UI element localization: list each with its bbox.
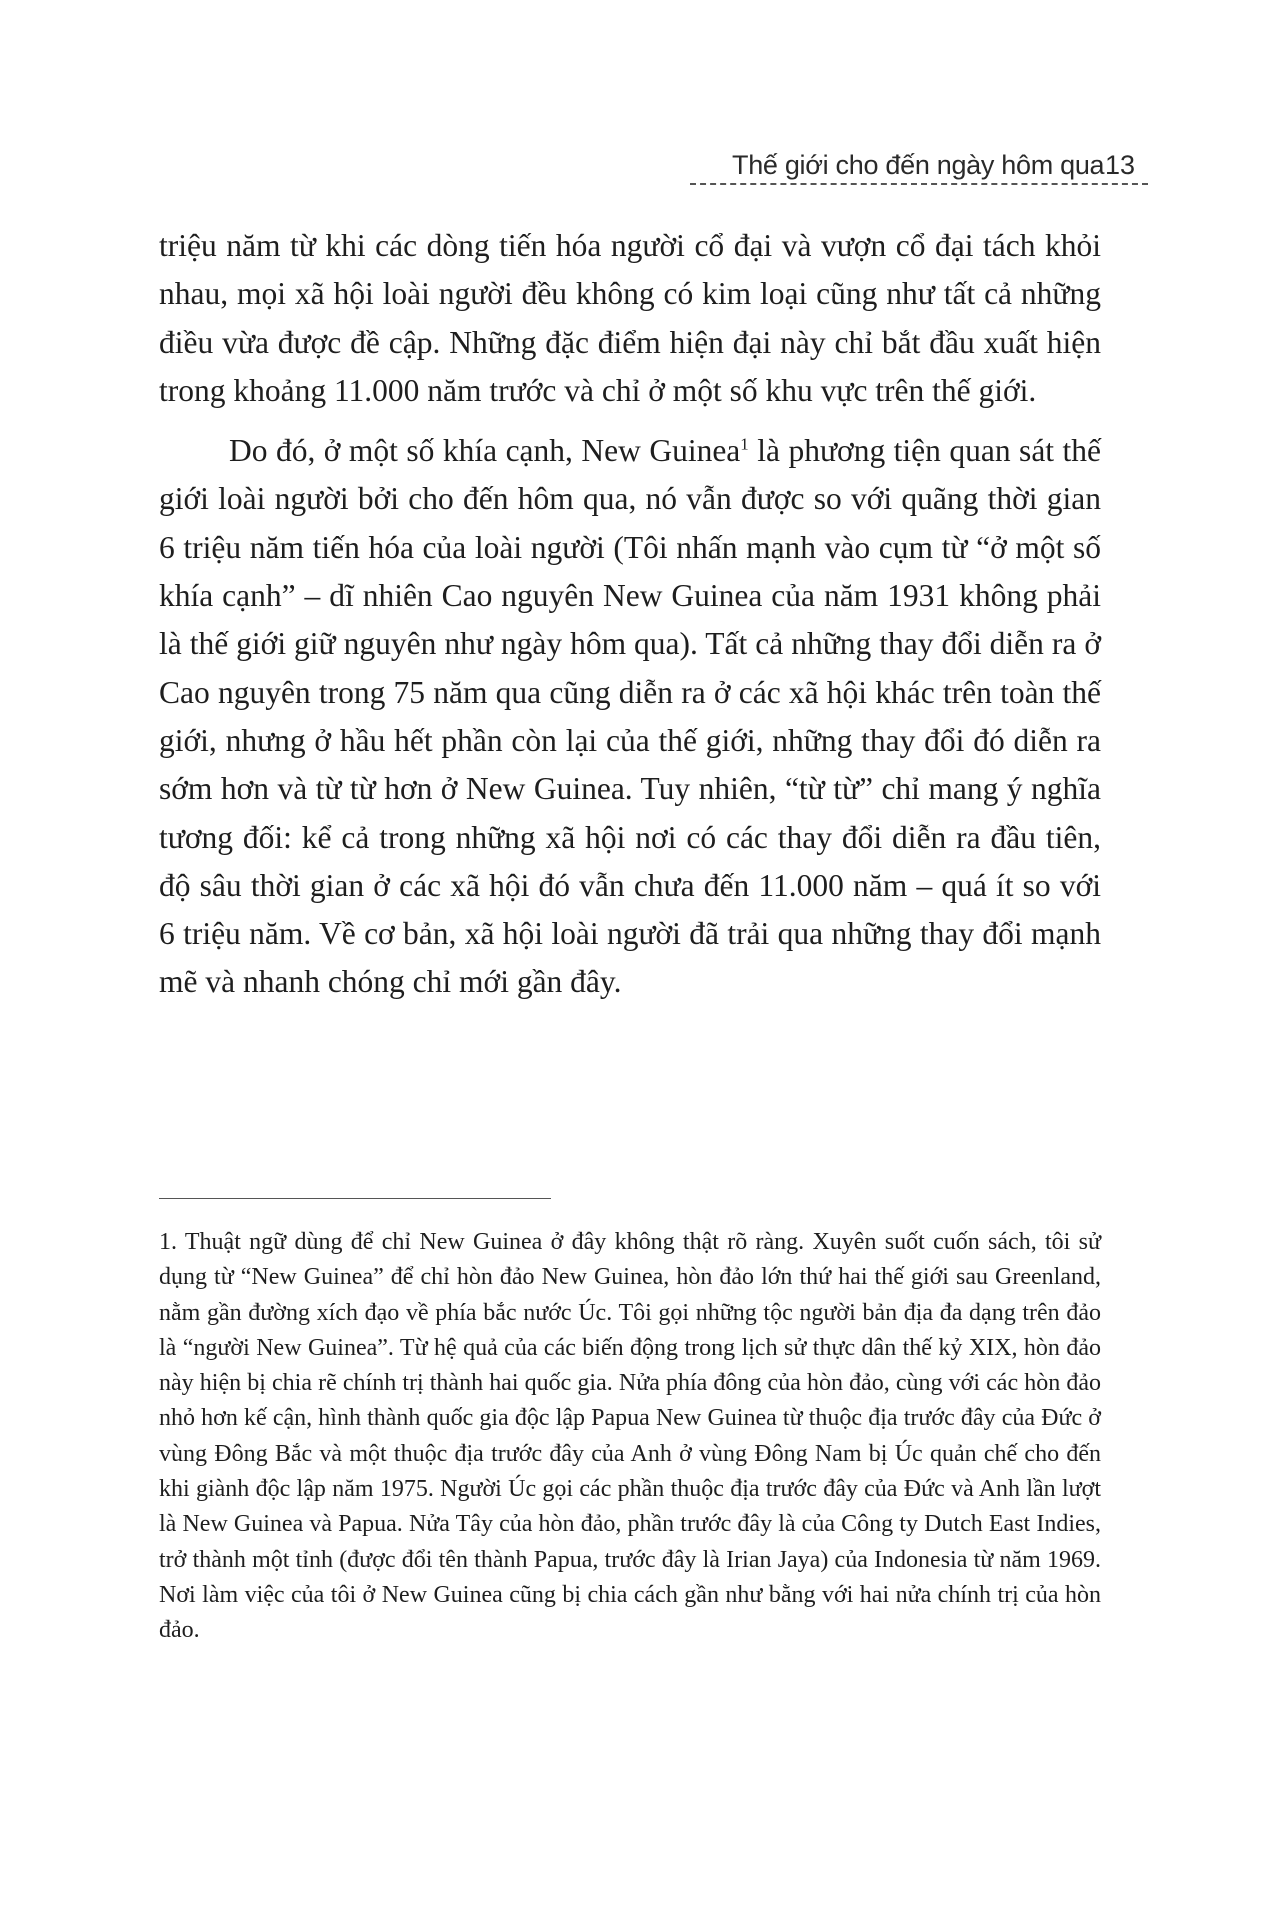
header-dashed-rule bbox=[690, 183, 1148, 185]
running-header bbox=[690, 150, 1148, 186]
footnote-separator bbox=[159, 1198, 551, 1199]
paragraph-continued: triệu năm từ khi các dòng tiến hóa người cổ đại và vượn cổ đại tách khỏi nhau, mọi xã hội loài người đều không có kim loại cũng như tất cả những điều vừa được đề cập. Những đặc điểm hiện đại này chỉ bắt đầu xuất hiện trong khoảng 11.000 năm trước và chỉ ở một số khu vực trên thế giới. bbox=[159, 228, 1101, 408]
page-number: 13 bbox=[1105, 150, 1136, 180]
main-text bbox=[159, 222, 1101, 1007]
paragraph-text-rest: là phương tiện quan sát thế giới loài người bởi cho đến hôm qua, nó vẫn được so với quãng thời gian 6 triệu năm tiến hóa của loài người (Tôi nhấn mạnh vào cụm từ “ở một số khía cạnh” – dĩ nhiên Cao nguyên New Guinea của năm 1931 không phải là thế giới giữ nguyên như ngày hôm qua). Tất cả những thay đổi diễn ra ở Cao nguyên trong 75 năm qua cũng diễn ra ở các xã hội khác trên toàn thế giới, nhưng ở hầu hết phần còn lại của thế giới, những thay đổi đó diễn ra sớm hơn và từ từ hơn ở New Guinea. Tuy nhiên, “từ từ” chỉ mang ý nghĩa tương đối: kể cả trong những xã hội nơi có các thay đổi diễn ra đầu tiên, độ sâu thời gian ở các xã hội đó vẫn chưa đến 11.000 năm – quá ít so với 6 triệu năm. Về cơ bản, xã hội loài người đã trải qua những thay đổi mạnh mẽ và nhanh chóng chỉ mới gần đây. bbox=[159, 433, 1101, 1000]
footnote bbox=[159, 1225, 1101, 1649]
paragraph-new-guinea bbox=[159, 427, 1101, 1007]
footnote-text: 1. Thuật ngữ dùng để chỉ New Guinea ở đây không thật rõ ràng. Xuyên suốt cuốn sách, tôi sử dụng từ “New Guinea” để chỉ hòn đảo New Guinea, hòn đảo lớn thứ hai thế giới sau Greenland, nằm gần đường xích đạo về phía bắc nước Úc. Tôi gọi những tộc người bản địa đa dạng trên đảo là “người New Guinea”. Từ hệ quả của các biến động trong lịch sử thực dân thế kỷ XIX, hòn đảo này hiện bị chia rẽ chính trị thành hai quốc gia. Nửa phía đông của hòn đảo, cùng với các hòn đảo nhỏ hơn kế cận, hình thành quốc gia độc lập Papua New Guinea từ thuộc địa trước đây của Đức ở vùng Đông Bắc và một thuộc địa trước đây của Anh ở vùng Đông Nam bị Úc quản chế cho đến khi giành độc lập năm 1975. Người Úc gọi các phần thuộc địa trước đây của Đức và Anh lần lượt là New Guinea và Papua. Nửa Tây của hòn đảo, phần trước đây là của Công ty Dutch East Indies, trở thành một tỉnh (được đổi tên thành Papua, trước đây là Irian Jaya) của Indonesia từ năm 1969. Nơi làm việc của tôi ở New Guinea cũng bị chia cách gần như bằng với hai nửa chính trị của hòn đảo. bbox=[159, 1229, 1101, 1644]
footnote-reference: 1 bbox=[740, 434, 749, 454]
running-header-title: Thế giới cho đến ngày hôm qua bbox=[732, 150, 1105, 180]
paragraph-text-start: Do đó, ở một số khía cạnh, New Guinea bbox=[229, 433, 741, 469]
